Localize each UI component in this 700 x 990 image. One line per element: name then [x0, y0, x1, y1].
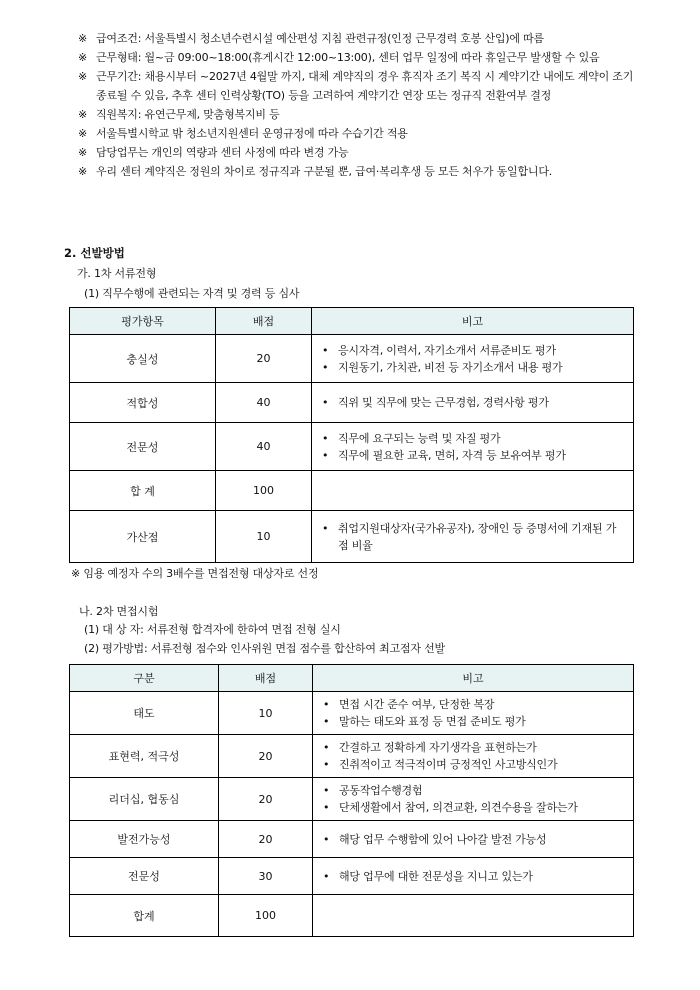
- item-cell: 태도: [70, 692, 219, 735]
- header-cell: 평가항목: [70, 308, 216, 335]
- score-cell: 20: [219, 778, 313, 821]
- table-row: [70, 511, 634, 563]
- table-row: [70, 383, 634, 423]
- item-cell: 전문성: [70, 423, 216, 471]
- remark-bullet: • 응시자격, 이력서, 자기소개서 서류준비도 평가: [320, 342, 625, 359]
- header-cell: 비고: [312, 308, 634, 335]
- remark-bullet: • 면접 시간 준수 여부, 단정한 복장: [321, 696, 625, 713]
- remarks-cell: [313, 692, 634, 735]
- score-cell: 20: [216, 335, 312, 383]
- item-cell: 가산점: [70, 511, 216, 563]
- remarks-list: [320, 342, 625, 376]
- remarks-list: [321, 831, 625, 848]
- table-row: [70, 692, 634, 735]
- note-item: ※ 근무형태: 월~금 09:00~18:00(휴게시간 12:00~13:00), 센터 업무 일정에 따라 휴일근무 발생할 수 있음: [78, 51, 600, 64]
- item-cell: 적합성: [70, 383, 216, 423]
- remarks-cell: [312, 471, 634, 511]
- table-footnote: ※ 임용 예정자 수의 3배수를 면접전형 대상자로 선정: [71, 567, 319, 580]
- item-cell: 합 계: [70, 471, 216, 511]
- remark-bullet: • 지원동기, 가치관, 비전 등 자기소개서 내용 평가: [320, 359, 625, 376]
- score-cell: 20: [219, 735, 313, 778]
- item-cell: 리더십, 협동심: [70, 778, 219, 821]
- header-cell: 배점: [216, 308, 312, 335]
- table-row: [70, 735, 634, 778]
- subsection-item-b2: (2) 평가방법: 서류전형 점수와 인사위원 면접 점수를 합산하여 최고점자 선발: [84, 642, 445, 655]
- score-cell: 100: [216, 471, 312, 511]
- section-title: 2. 선발방법: [64, 246, 125, 260]
- item-cell: 충실성: [70, 335, 216, 383]
- score-cell: 40: [216, 423, 312, 471]
- score-cell: 20: [219, 821, 313, 858]
- table-header-row: [70, 665, 634, 692]
- item-cell: 합계: [70, 895, 219, 937]
- item-cell: 발전가능성: [70, 821, 219, 858]
- remarks-list: [320, 520, 625, 554]
- remarks-cell: [313, 735, 634, 778]
- header-cell: 배점: [219, 665, 313, 692]
- table-row: [70, 423, 634, 471]
- remarks-list: [320, 430, 625, 464]
- table-header-row: [70, 308, 634, 335]
- remark-bullet: • 공동작업수행경험: [321, 782, 625, 799]
- remark-bullet: • 직무에 필요한 교육, 면허, 자격 등 보유여부 평가: [320, 447, 625, 464]
- remarks-cell: [312, 511, 634, 563]
- interview-table: [69, 664, 634, 937]
- document-screening-table: [69, 307, 634, 563]
- note-item: ※ 우리 센터 계약직은 정원의 차이로 정규직과 구분될 뿐, 급여·복리후생 등 모든 처우가 동일합니다.: [78, 165, 553, 178]
- subsection-item-a1: (1) 직무수행에 관련되는 자격 및 경력 등 심사: [84, 287, 300, 300]
- table-row: [70, 821, 634, 858]
- header-cell: 구분: [70, 665, 219, 692]
- score-cell: 10: [219, 692, 313, 735]
- subsection-item-b1: (1) 대 상 자: 서류전형 합격자에 한하여 면접 전형 실시: [84, 623, 341, 636]
- table-row: [70, 895, 634, 937]
- remark-bullet: • 진취적이고 적극적이며 긍정적인 사고방식인가: [321, 756, 625, 773]
- table-row: [70, 858, 634, 895]
- remarks-list: [321, 739, 625, 773]
- table-row: [70, 471, 634, 511]
- score-cell: 30: [219, 858, 313, 895]
- remarks-list: [320, 394, 625, 411]
- remarks-cell: [313, 821, 634, 858]
- remark-bullet: • 직무에 요구되는 능력 및 자질 평가: [320, 430, 625, 447]
- item-cell: 전문성: [70, 858, 219, 895]
- remarks-cell: [312, 423, 634, 471]
- remark-bullet: • 간결하고 정확하게 자기생각을 표현하는가: [321, 739, 625, 756]
- note-item: ※ 근무기간: 채용시부터 ~2027년 4월말 까지, 대체 계약직의 경우 휴직자 조기 복직 시 계약기간 내에도 계약이 조기 종료될 수 있음, 추후 센터 인력상황(TO) 등을 고려하여 계약기간 연장 또는 정규직 전환여부 결정: [78, 70, 634, 102]
- note-item: ※ 직원복지: 유연근무제, 맞춤형복지비 등: [78, 108, 280, 121]
- remark-bullet: • 직위 및 직무에 맞는 근무경험, 경력사항 평가: [320, 394, 625, 411]
- remark-bullet: • 말하는 태도와 표정 등 면접 준비도 평가: [321, 713, 625, 730]
- remarks-list: [321, 782, 625, 816]
- header-cell: 비고: [313, 665, 634, 692]
- item-cell: 표현력, 적극성: [70, 735, 219, 778]
- table-row: [70, 335, 634, 383]
- employment-notes: [78, 29, 638, 181]
- remarks-list: [321, 696, 625, 730]
- remark-bullet: • 취업지원대상자(국가유공자), 장애인 등 증명서에 기재된 가점 비율: [320, 520, 625, 554]
- subsection-title-b: 나. 2차 면접시험: [79, 605, 159, 618]
- remark-bullet: • 해당 업무에 대한 전문성을 지니고 있는가: [321, 868, 625, 885]
- remarks-cell: [313, 858, 634, 895]
- score-cell: 100: [219, 895, 313, 937]
- remarks-cell: [312, 335, 634, 383]
- note-item: ※ 담당업무는 개인의 역량과 센터 사정에 따라 변경 가능: [78, 146, 349, 159]
- remarks-cell: [313, 895, 634, 937]
- remarks-list: [321, 868, 625, 885]
- remark-bullet: • 해당 업무 수행함에 있어 나아갈 발전 가능성: [321, 831, 625, 848]
- remark-bullet: • 단체생활에서 참여, 의견교환, 의견수용을 잘하는가: [321, 799, 625, 816]
- remarks-cell: [312, 383, 634, 423]
- score-cell: 10: [216, 511, 312, 563]
- note-item: ※ 서울특별시학교 밖 청소년지원센터 운영규정에 따라 수습기간 적용: [78, 127, 408, 140]
- note-item: ※ 급여조건: 서울특별시 청소년수련시설 예산편성 지침 관련규정(인정 근무경력 호봉 산입)에 따름: [78, 32, 544, 45]
- table-row: [70, 778, 634, 821]
- subsection-title-a: 가. 1차 서류전형: [77, 267, 157, 280]
- remarks-cell: [313, 778, 634, 821]
- score-cell: 40: [216, 383, 312, 423]
